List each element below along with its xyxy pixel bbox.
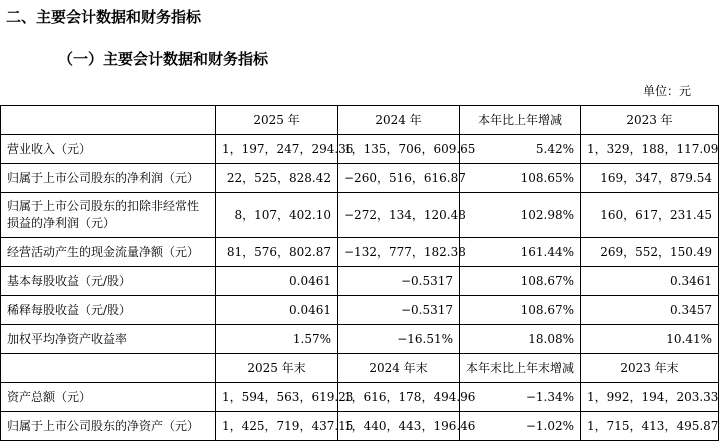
cell-change: 108.65% (460, 164, 581, 193)
subsection-heading: （一）主要会计数据和财务指标 (58, 50, 269, 68)
cell-change: 18.08% (460, 325, 581, 354)
cell-2023-end: 1，715，413，495.87 (581, 412, 719, 441)
cell-2025: 1，197，247，294.36 (216, 135, 338, 164)
cell-2025: 22，525，828.42 (216, 164, 338, 193)
section-heading: 二、主要会计数据和财务指标 (6, 8, 202, 26)
cell-2025: 0.0461 (216, 267, 338, 296)
cell-2023: 1，329，188，117.09 (581, 135, 719, 164)
cell-change-end: −1.34% (460, 383, 581, 412)
cell-2023: 10.41% (581, 325, 719, 354)
row-label: 营业收入（元） (1, 135, 216, 164)
row-label: 稀释每股收益（元/股） (1, 296, 216, 325)
cell-2023: 0.3461 (581, 267, 719, 296)
table-row (1, 267, 719, 296)
header-cell-2024: 2024 年 (338, 106, 460, 135)
cell-2023-end: 1，992，194，203.33 (581, 383, 719, 412)
cell-2025-end: 1，425，719，437.15 (216, 412, 338, 441)
header-cell-2024-end: 2024 年末 (338, 354, 460, 383)
cell-2025: 8，107，402.10 (216, 193, 338, 238)
cell-2025: 81，576，802.87 (216, 238, 338, 267)
table-row (1, 296, 719, 325)
header-cell-change: 本年比上年增减 (460, 106, 581, 135)
cell-2024: −132，777，182.38 (338, 238, 460, 267)
row-label: 加权平均净资产收益率 (1, 325, 216, 354)
cell-2023: 169，347，879.54 (581, 164, 719, 193)
table-row (1, 164, 719, 193)
cell-change: 5.42% (460, 135, 581, 164)
row-label: 基本每股收益（元/股） (1, 267, 216, 296)
cell-2024-end: 1，440，443，196.46 (338, 412, 460, 441)
table-header-row (1, 106, 719, 135)
header-cell-change-end: 本年末比上年末增减 (460, 354, 581, 383)
table-row (1, 238, 719, 267)
header-cell-blank (1, 354, 216, 383)
cell-2024: 1，135，706，609.65 (338, 135, 460, 164)
financial-indicators-table (0, 105, 719, 441)
header-cell-2023: 2023 年 (581, 106, 719, 135)
cell-2024: −260，516，616.87 (338, 164, 460, 193)
table-row (1, 193, 719, 238)
header-cell-2025: 2025 年 (216, 106, 338, 135)
cell-2025: 0.0461 (216, 296, 338, 325)
table-row (1, 412, 719, 441)
cell-change: 108.67% (460, 296, 581, 325)
row-label: 资产总额（元） (1, 383, 216, 412)
header-cell-2025-end: 2025 年末 (216, 354, 338, 383)
cell-2024: −16.51% (338, 325, 460, 354)
row-label: 经营活动产生的现金流量净额（元） (1, 238, 216, 267)
cell-2025-end: 1，594，563，619.23 (216, 383, 338, 412)
cell-change: 102.98% (460, 193, 581, 238)
cell-2023: 269，552，150.49 (581, 238, 719, 267)
table-row (1, 383, 719, 412)
cell-2023: 0.3457 (581, 296, 719, 325)
table-header-row-year-end (1, 354, 719, 383)
row-label: 归属于上市公司股东的扣除非经常性损益的净利润（元） (1, 193, 216, 238)
cell-2024: −0.5317 (338, 296, 460, 325)
header-cell-2023-end: 2023 年末 (581, 354, 719, 383)
row-label: 归属于上市公司股东的净资产（元） (1, 412, 216, 441)
cell-2024: −272，134，120.48 (338, 193, 460, 238)
cell-2025: 1.57% (216, 325, 338, 354)
table-row (1, 325, 719, 354)
cell-change-end: −1.02% (460, 412, 581, 441)
row-label: 归属于上市公司股东的净利润（元） (1, 164, 216, 193)
header-cell-blank (1, 106, 216, 135)
cell-2024-end: 1，616，178，494.96 (338, 383, 460, 412)
cell-change: 161.44% (460, 238, 581, 267)
cell-2023: 160，617，231.45 (581, 193, 719, 238)
cell-change: 108.67% (460, 267, 581, 296)
table-row (1, 135, 719, 164)
cell-2024: −0.5317 (338, 267, 460, 296)
unit-label: 单位：元 (642, 84, 691, 98)
